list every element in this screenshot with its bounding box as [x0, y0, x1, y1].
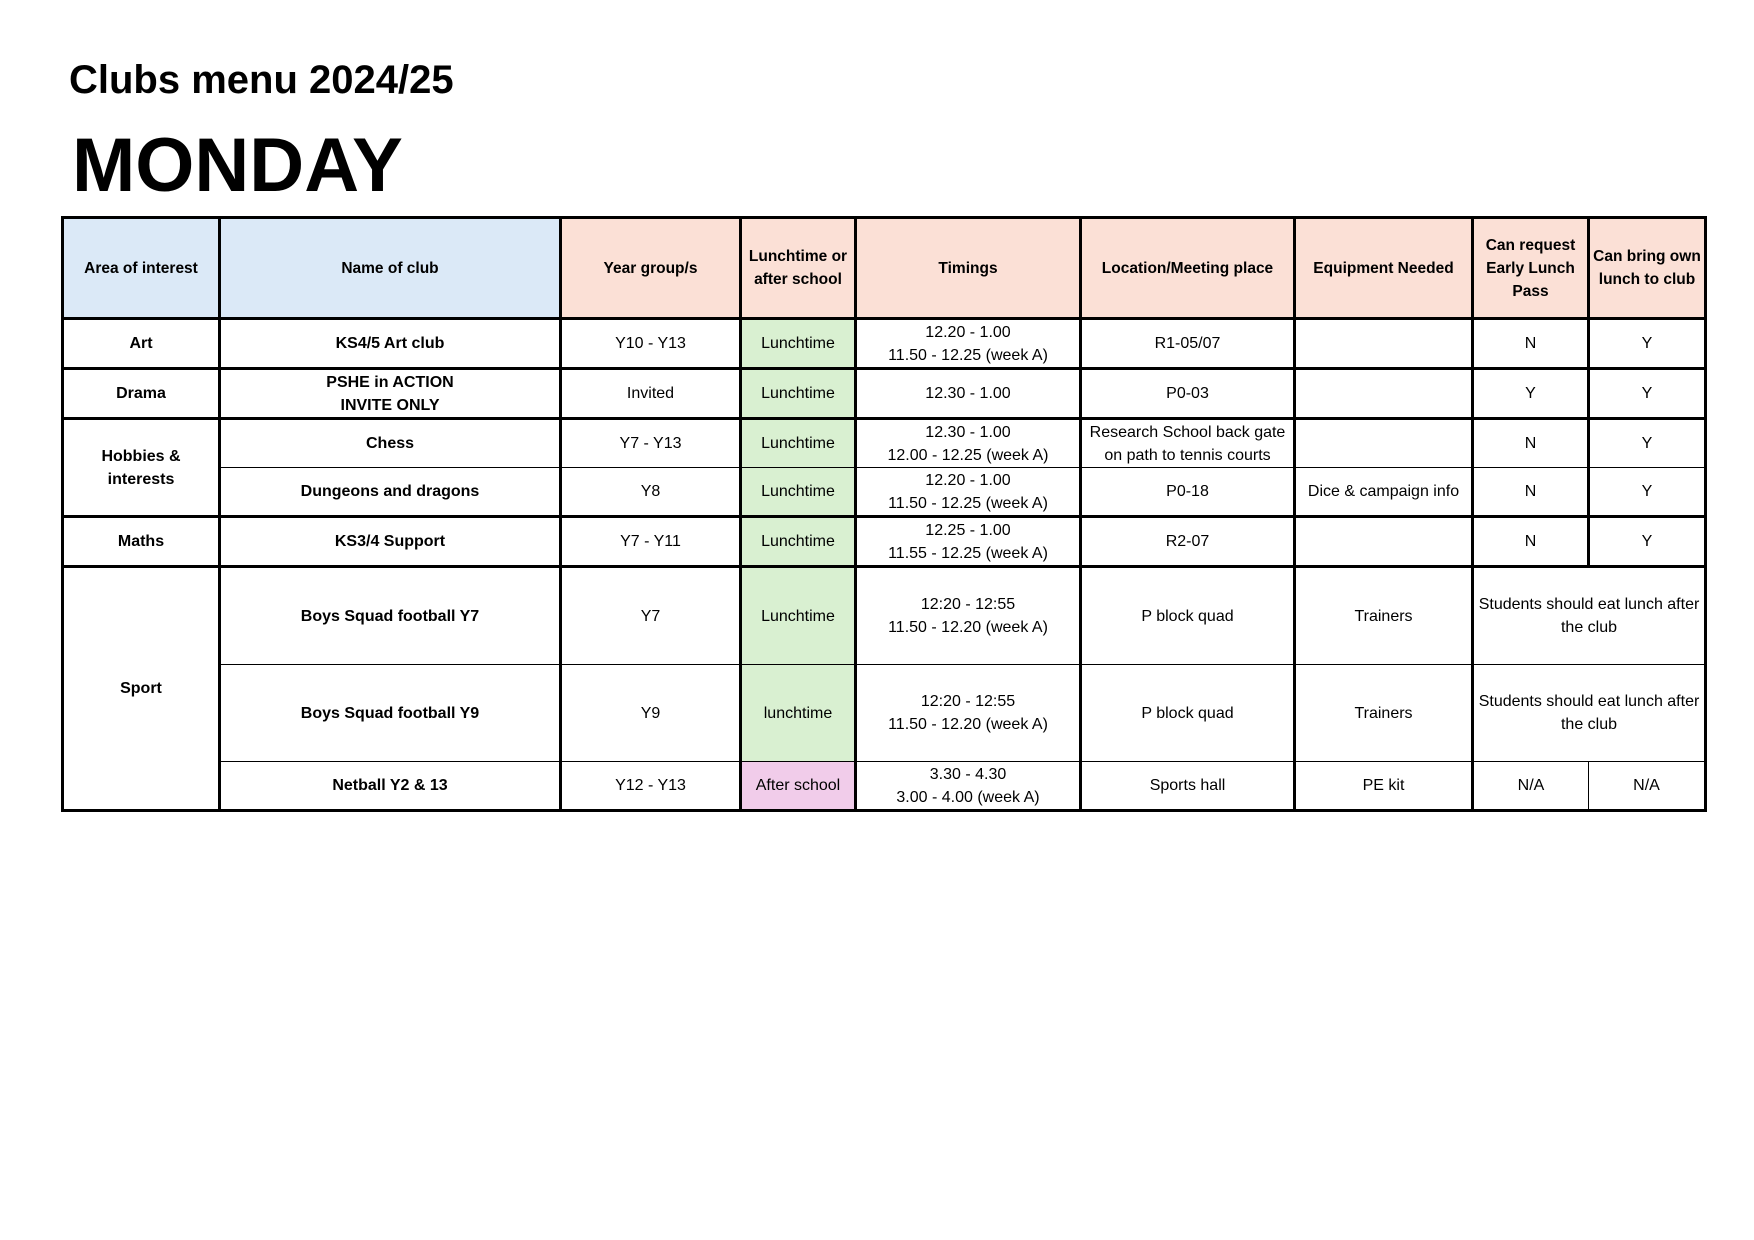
- header-row: [63, 218, 1706, 319]
- club-name: Boys Squad football Y7: [220, 567, 561, 665]
- timings: 12.30 - 1.00: [856, 369, 1081, 419]
- club-name: [220, 369, 561, 419]
- area-cell: Hobbies & interests: [63, 419, 220, 517]
- early-lunch-pass: N: [1473, 517, 1589, 567]
- session-type: Lunchtime: [741, 419, 856, 468]
- table-row: [63, 319, 1706, 369]
- header-when: [741, 218, 856, 319]
- year-group: Y7: [561, 567, 741, 665]
- timings: [856, 762, 1081, 811]
- table-row: [63, 369, 1706, 419]
- header-equipment: Equipment Needed: [1295, 218, 1473, 319]
- table-row: [63, 665, 1706, 762]
- session-type: lunchtime: [741, 665, 856, 762]
- area-cell: Drama: [63, 369, 220, 419]
- area-cell: Sport: [63, 567, 220, 811]
- equipment: [1295, 419, 1473, 468]
- session-type: Lunchtime: [741, 319, 856, 369]
- table-row: [63, 468, 1706, 517]
- timings: [856, 517, 1081, 567]
- own-lunch: Y: [1589, 468, 1706, 517]
- header-when-line: Lunchtime or: [748, 248, 848, 265]
- session-type: Lunchtime: [741, 369, 856, 419]
- header-year: Year group/s: [561, 218, 741, 319]
- timing-line: 11.55 - 12.25 (week A): [888, 544, 1048, 562]
- header-early-line: Can request: [1485, 236, 1576, 254]
- own-lunch: Y: [1589, 369, 1706, 419]
- year-group: Y8: [561, 468, 741, 517]
- table-row: [63, 517, 1706, 567]
- equipment: Trainers: [1295, 567, 1473, 665]
- timing-line: 11.50 - 12.20 (week A): [888, 716, 1048, 733]
- timing-line: 11.50 - 12.25 (week A): [888, 494, 1048, 512]
- header-own-line: lunch to club: [1598, 271, 1696, 288]
- header-club: Name of club: [220, 218, 561, 319]
- club-name: KS3/4 Support: [220, 517, 561, 567]
- header-early-lunch: [1473, 218, 1589, 319]
- early-lunch-pass: N: [1473, 468, 1589, 517]
- note-line: the club: [1560, 619, 1618, 636]
- club-name: Boys Squad football Y9: [220, 665, 561, 762]
- timing-line: 12.30 - 1.00: [925, 423, 1011, 441]
- equipment: [1295, 517, 1473, 567]
- timing-line: 12.25 - 1.00: [925, 521, 1011, 539]
- table-row: [63, 419, 1706, 468]
- year-group: Y9: [561, 665, 741, 762]
- note-line: Students should eat lunch after: [1478, 596, 1700, 613]
- early-lunch-pass: N/A: [1473, 762, 1589, 811]
- location-line: Research School back gate: [1089, 423, 1286, 441]
- location: R2-07: [1081, 517, 1295, 567]
- location: [1081, 419, 1295, 468]
- timing-line: 3.00 - 4.00 (week A): [896, 788, 1040, 806]
- club-name: Netball Y2 & 13: [220, 762, 561, 811]
- timing-line: 12.00 - 12.25 (week A): [887, 446, 1049, 464]
- equipment: Dice & campaign info: [1295, 468, 1473, 517]
- equipment: PE kit: [1295, 762, 1473, 811]
- club-name: KS4/5 Art club: [220, 319, 561, 369]
- timing-line: 3.30 - 4.30: [929, 765, 1007, 783]
- location: R1-05/07: [1081, 319, 1295, 369]
- early-lunch-pass: N: [1473, 319, 1589, 369]
- header-timings: Timings: [856, 218, 1081, 319]
- location: Sports hall: [1081, 762, 1295, 811]
- header-own-lunch: [1589, 218, 1706, 319]
- year-group: Y7 - Y11: [561, 517, 741, 567]
- year-group: Y7 - Y13: [561, 419, 741, 468]
- lunch-note: [1473, 567, 1706, 665]
- session-type: Lunchtime: [741, 517, 856, 567]
- timing-line: 11.50 - 12.25 (week A): [888, 346, 1048, 364]
- table-row: [63, 567, 1706, 665]
- year-group: Invited: [561, 369, 741, 419]
- own-lunch: Y: [1589, 517, 1706, 567]
- area-cell: Maths: [63, 517, 220, 567]
- header-area: Area of interest: [63, 218, 220, 319]
- club-name: Chess: [220, 419, 561, 468]
- note-line: the club: [1560, 716, 1618, 733]
- early-lunch-pass: Y: [1473, 369, 1589, 419]
- year-group: Y10 - Y13: [561, 319, 741, 369]
- header-early-line: Early Lunch: [1486, 259, 1575, 277]
- header-location: Location/Meeting place: [1081, 218, 1295, 319]
- session-type: Lunchtime: [741, 567, 856, 665]
- header-when-line: after school: [754, 271, 842, 288]
- timing-line: 12:20 - 12:55: [920, 596, 1016, 613]
- club-name-line: PSHE in ACTION: [326, 373, 454, 391]
- timings: [856, 419, 1081, 468]
- own-lunch: Y: [1589, 319, 1706, 369]
- timing-line: 11.50 - 12.20 (week A): [888, 619, 1048, 636]
- timings: [856, 665, 1081, 762]
- club-name: Dungeons and dragons: [220, 468, 561, 517]
- equipment: Trainers: [1295, 665, 1473, 762]
- header-own-line: Can bring own: [1593, 248, 1701, 265]
- day-heading: MONDAY: [72, 123, 403, 208]
- timing-line: 12:20 - 12:55: [920, 693, 1016, 710]
- timing-line: 12.20 - 1.00: [925, 471, 1011, 489]
- own-lunch: Y: [1589, 419, 1706, 468]
- note-line: Students should eat lunch after: [1478, 693, 1700, 710]
- table-row: [63, 762, 1706, 811]
- timings: [856, 319, 1081, 369]
- session-type: After school: [741, 762, 856, 811]
- location: P0-18: [1081, 468, 1295, 517]
- location: P block quad: [1081, 665, 1295, 762]
- location: P0-03: [1081, 369, 1295, 419]
- year-group: Y12 - Y13: [561, 762, 741, 811]
- timings: [856, 567, 1081, 665]
- equipment: [1295, 369, 1473, 419]
- own-lunch: N/A: [1589, 762, 1706, 811]
- timings: [856, 468, 1081, 517]
- header-early-line: Pass: [1512, 282, 1549, 300]
- equipment: [1295, 319, 1473, 369]
- clubs-table: [61, 216, 1707, 812]
- area-cell: Art: [63, 319, 220, 369]
- document-title: Clubs menu 2024/25: [69, 58, 454, 102]
- timing-line: 12.20 - 1.00: [925, 323, 1011, 341]
- location-line: on path to tennis courts: [1104, 446, 1271, 464]
- location: P block quad: [1081, 567, 1295, 665]
- lunch-note: [1473, 665, 1706, 762]
- session-type: Lunchtime: [741, 468, 856, 517]
- club-name-line: INVITE ONLY: [340, 396, 440, 414]
- early-lunch-pass: N: [1473, 419, 1589, 468]
